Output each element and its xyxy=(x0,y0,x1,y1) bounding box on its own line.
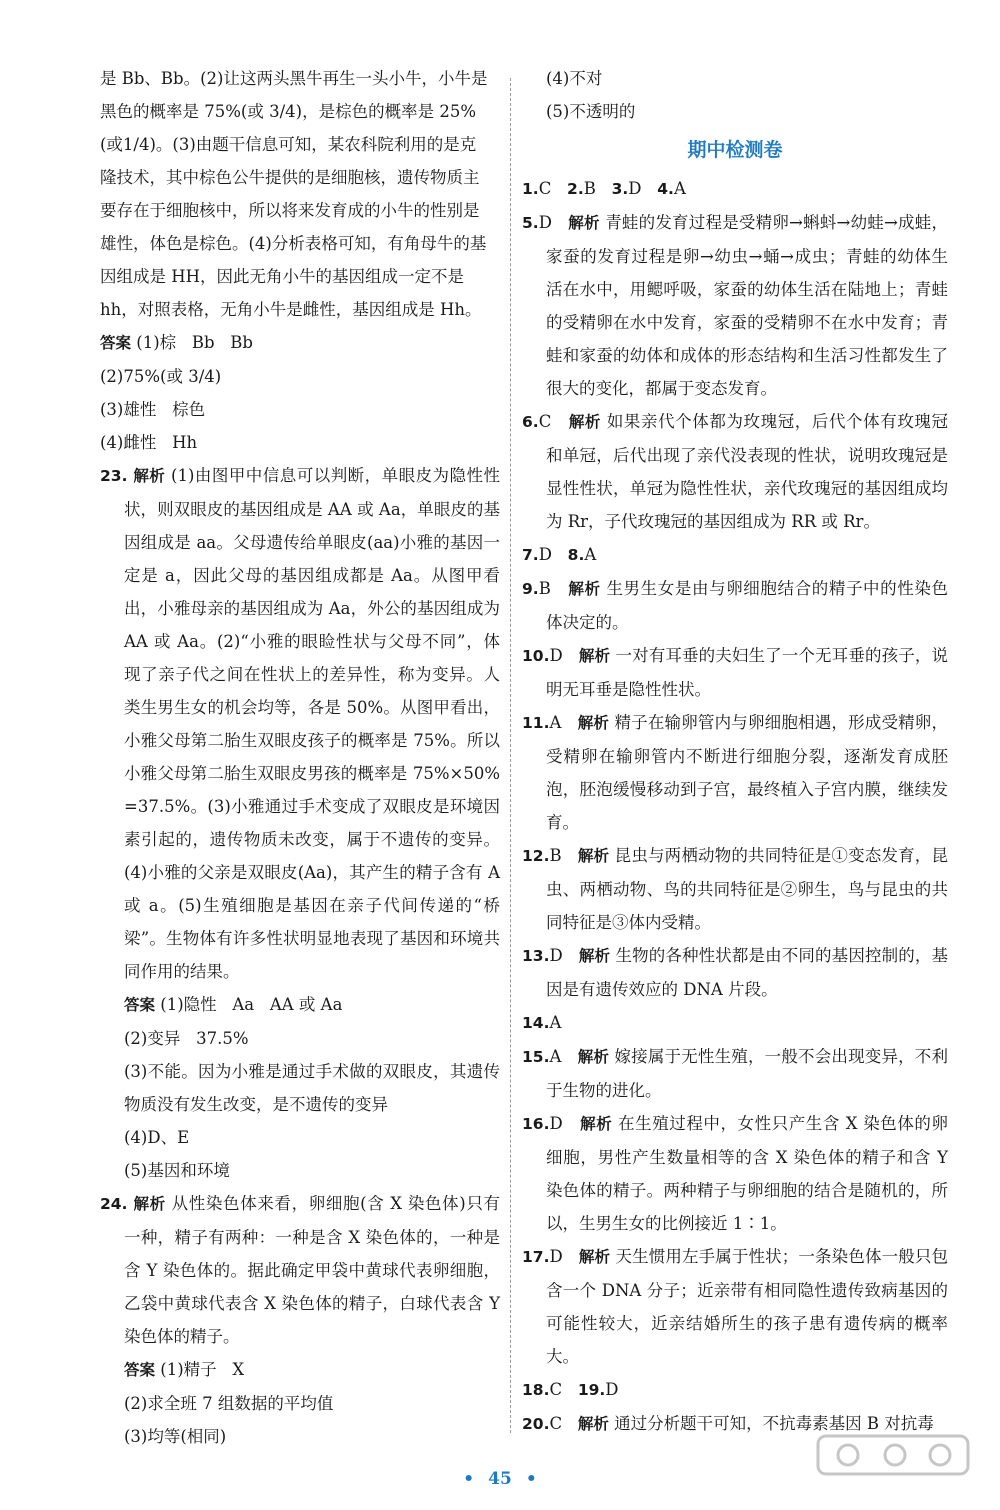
left-text: 是 Bb、Bb。(2)让这两头黑牛再生一头小牛，小牛是 xyxy=(100,69,488,88)
right-text: 昆虫与两栖动物的共同特征是①变态发育，昆虫、两栖动物、鸟的共同特征是②卵生，鸟与昆虫的共同特征是③体内受精。 xyxy=(546,846,948,932)
left-text: 要存在于细胞核中，所以将来发育成的小牛的性别是 xyxy=(100,201,480,220)
right-label: 解析 xyxy=(577,847,610,865)
right-label: 12. xyxy=(522,847,550,865)
right-label: 18. xyxy=(522,1381,550,1399)
right-paragraph xyxy=(522,939,948,1006)
right-text: D xyxy=(538,545,568,564)
right-label: 14. xyxy=(522,1014,550,1032)
left-paragraph xyxy=(100,194,500,227)
right-label: 13. xyxy=(522,947,550,965)
left-text: (1)由图甲中信息可以判断，单眼皮为隐性性状，则双眼皮的基因组成是 AA 或 Aa，单眼皮的基因组成是 aa。父母遗传给单眼皮(aa)小雅的基因一定是 a，因此父母的基因组成都是 Aa。从图甲看出，小雅母亲的基因组成为 Aa，外公的基因组成为 AA 或 Aa。(2)“小雅的眼睑性状与父母不同”，体现了亲子代之间在性状上的差异性，称为变异。人类生男生女的机会均等，各是 50%。从图甲看出，小雅父母第二胎生双眼皮孩子的概率是 75%。所以小雅父母第二胎生双眼皮男孩的概率是 75%×50%=37.5%。(3)小雅通过手术变成了双眼皮是环境因素引起的，遗传物质未改变，属于不遗传的变异。(4)小雅的父亲是双眼皮(Aa)，其产生的精子含有 A 或 a。(5)生殖细胞是基因在亲子代间传递的“桥梁”。生物体有许多性状明显地表现了基因和环境共同作用的结果。 xyxy=(124,466,506,981)
left-paragraph xyxy=(100,227,500,260)
right-text: C xyxy=(538,179,568,198)
right-text: 一对有耳垂的夫妇生了一个无耳垂的孩子，说明无耳垂是隐性性状。 xyxy=(546,646,948,699)
left-text: hh，对照表格，无角小牛是雌性，基因组成是 Hh。 xyxy=(100,300,482,319)
left-text: (或1/4)。(3)由题干信息可知，某农科院利用的是克 xyxy=(100,135,477,154)
section-title: 期中检测卷 xyxy=(687,139,783,161)
right-text: B xyxy=(538,579,569,598)
right-label: 15. xyxy=(522,1048,550,1066)
left-text: (5)基因和环境 xyxy=(124,1161,230,1180)
left-paragraph xyxy=(100,128,500,161)
left-text: (2)变异 37.5% xyxy=(124,1029,249,1048)
left-paragraph xyxy=(100,1353,500,1387)
right-text: 嫁接属于无性生殖，一般不会出现变异，不利于生物的进化。 xyxy=(546,1047,948,1100)
right-label: 解析 xyxy=(568,413,601,431)
left-text: 因组成是 HH，因此无角小牛的基因组成一定不是 xyxy=(100,267,465,286)
answer-list xyxy=(522,172,954,1441)
right-text: B xyxy=(583,179,612,198)
left-paragraph xyxy=(100,393,500,426)
left-paragraph xyxy=(100,260,500,293)
left-text: (1)隐性 Aa AA 或 Aa xyxy=(155,995,343,1014)
right-text: 通过分析题干可知，不抗毒素基因 B 对抗毒 xyxy=(608,1414,934,1433)
right-label: 解析 xyxy=(568,580,601,598)
left-text: (1)棕 Bb Bb xyxy=(131,333,253,352)
right-label: 解析 xyxy=(577,1048,610,1066)
left-paragraph xyxy=(100,1022,500,1055)
right-text: D xyxy=(549,646,579,665)
left-text: (2)75%(或 3/4) xyxy=(100,367,222,386)
left-text: 从性染色体来看，卵细胞(含 X 染色体)只有一种，精子有两种：一种是含 X 染色体的，一种是含 Y 染色体的。据此确定甲袋中黄球代表卵细胞，乙袋中黄球代表含 X 染色体的精子，白球代表含 Y 染色体的精子。 xyxy=(124,1194,506,1346)
right-label: 解析 xyxy=(578,947,611,965)
left-text: 隆技术，其中棕色公牛提供的是细胞核，遗传物质主 xyxy=(100,168,480,187)
right-label: 4. xyxy=(657,180,674,198)
right-label: 解析 xyxy=(577,714,610,732)
right-text: 如果亲代个体都为玫瑰冠，后代个体有玫瑰冠和单冠，后代出现了亲代没表现的性状，说明玫瑰冠是显性性状，单冠为隐性性状，亲代玫瑰冠的基因组成均为 Rr，子代玫瑰冠的基因组成为 RR 或 Rr。 xyxy=(546,412,948,531)
left-label: 23. 解析 xyxy=(100,467,166,485)
right-label: 解析 xyxy=(578,647,611,665)
right-label: 1. xyxy=(522,180,539,198)
right-paragraph xyxy=(522,1107,954,1240)
left-paragraph xyxy=(100,1420,500,1453)
right-label: 16. xyxy=(522,1115,550,1133)
right-text: A xyxy=(673,179,686,198)
right-text: C xyxy=(549,1380,578,1399)
right-paragraph xyxy=(522,405,948,538)
left-paragraph xyxy=(100,360,500,393)
right-text: D xyxy=(549,1247,579,1266)
right-label: 11. xyxy=(522,714,550,732)
left-paragraph xyxy=(100,326,500,360)
right-label: 2. xyxy=(567,180,584,198)
left-paragraph xyxy=(100,161,500,194)
right-text: D xyxy=(538,213,569,232)
left-paragraph xyxy=(100,62,500,95)
right-text: A xyxy=(549,1013,562,1032)
right-paragraph xyxy=(522,572,948,639)
left-paragraph xyxy=(100,1187,506,1353)
left-text: 雄性，体色是棕色。(4)分析表格可知，有角母牛的基 xyxy=(100,234,487,253)
right-label: 20. xyxy=(522,1415,550,1433)
left-label: 答案 xyxy=(124,1361,156,1379)
right-text: C xyxy=(538,412,569,431)
left-paragraph xyxy=(100,293,500,326)
page-dot-left: • xyxy=(463,1469,475,1489)
right-text: A xyxy=(549,713,578,732)
page-dot-right: • xyxy=(525,1469,537,1489)
left-text: 黑色的概率是 75%(或 3/4)，是棕色的概率是 25% xyxy=(100,102,477,121)
right-text: 青蛙的发育过程是受精卵→蝌蚪→幼蛙→成蛙，家蚕的发育过程是卵→幼虫→蛹→成虫；青蛙的幼体生活在水中，用鳃呼吸，家蚕的幼体生活在陆地上；青蛙的受精卵在水中发育，家蚕的受精卵不在水中发育；青蛙和家蚕的幼体和成体的形态结构和生活习性都发生了很大的变化，都属于变态发育。 xyxy=(546,213,948,398)
right-text: D xyxy=(549,1114,581,1133)
left-paragraph xyxy=(100,95,500,128)
right-top-paragraph: (4)不对 xyxy=(546,69,603,88)
right-column-continued xyxy=(522,62,948,128)
right-text: 精子在输卵管内与卵细胞相遇，形成受精卵，受精卵在输卵管内不断进行细胞分裂，逐渐发育成胚泡，胚泡缓慢移动到子宫，最终植入子宫内膜，继续发育。 xyxy=(546,713,948,832)
right-text: 在生殖过程中，女性只产生含 X 染色体的卵细胞，男性产生数量相等的含 X 染色体的精子和含 Y 染色体的精子。两种精子与卵细胞的结合是随机的，所以，生男生女的比例接近 1∶1。 xyxy=(546,1114,954,1233)
right-text: C xyxy=(549,1414,578,1433)
right-paragraph xyxy=(522,172,948,206)
right-column xyxy=(522,62,954,1441)
right-label: 19. xyxy=(577,1381,606,1399)
left-text: (3)雄性 棕色 xyxy=(100,400,206,419)
page-number-value: 45 xyxy=(488,1469,512,1489)
right-label: 10. xyxy=(522,647,550,665)
right-text: B xyxy=(549,846,578,865)
right-paragraph xyxy=(522,538,948,572)
right-label: 17. xyxy=(522,1248,550,1266)
right-paragraph xyxy=(522,1240,948,1373)
right-label: 解析 xyxy=(568,214,600,232)
right-text: A xyxy=(584,545,597,564)
right-label: 3. xyxy=(611,180,629,198)
right-label: 8. xyxy=(567,546,585,564)
left-paragraph xyxy=(100,1387,500,1420)
left-label: 24. 解析 xyxy=(100,1195,166,1213)
left-label: 答案 xyxy=(124,996,156,1014)
right-label: 解析 xyxy=(578,1248,611,1266)
left-paragraph xyxy=(100,1121,500,1154)
right-top-paragraph: (5)不透明的 xyxy=(546,102,636,121)
left-text: (3)均等(相同) xyxy=(124,1427,227,1446)
left-paragraph xyxy=(100,1055,500,1121)
right-text: 天生惯用左手属于性状；一条染色体一般只包含一个 DNA 分子；近亲带有相同隐性遗传致病基因的可能性较大，近亲结婚所生的孩子患有遗传病的概率大。 xyxy=(546,1247,948,1366)
right-text: D xyxy=(549,946,579,965)
left-paragraph xyxy=(100,426,500,459)
right-paragraph xyxy=(522,706,948,839)
right-label: 9. xyxy=(522,580,539,598)
right-paragraph xyxy=(522,639,948,706)
left-text: (3)不能。因为小雅是通过手术做的双眼皮，其遗传物质没有发生改变，是不遗传的变异 xyxy=(124,1062,500,1114)
left-paragraph xyxy=(100,1154,500,1187)
right-paragraph xyxy=(522,839,948,939)
left-text: (4)雌性 Hh xyxy=(100,433,198,452)
left-paragraph xyxy=(100,459,506,988)
left-text: (4)D、E xyxy=(124,1128,190,1147)
left-text: (1)精子 X xyxy=(155,1360,245,1379)
right-text: 生男生女是由与卵细胞结合的精子中的性染色体决定的。 xyxy=(546,579,948,632)
left-label: 答案 xyxy=(100,334,132,352)
right-text: D xyxy=(628,179,658,198)
right-paragraph xyxy=(522,1006,948,1040)
right-paragraph xyxy=(522,206,948,405)
left-text: (2)求全班 7 组数据的平均值 xyxy=(124,1394,334,1413)
right-paragraph xyxy=(522,1040,948,1107)
left-paragraph xyxy=(100,988,500,1022)
right-paragraph xyxy=(522,1373,948,1407)
right-label: 解析 xyxy=(580,1115,613,1133)
right-label: 5. xyxy=(522,214,539,232)
right-label: 7. xyxy=(522,546,539,564)
watermark-logo xyxy=(800,1430,990,1505)
column-divider xyxy=(510,78,511,1433)
right-text: 生物的各种性状都是由不同的基因控制的，基因是有遗传效应的 DNA 片段。 xyxy=(546,946,948,999)
watermark-icon xyxy=(800,1430,990,1505)
right-label: 6. xyxy=(522,413,539,431)
left-column xyxy=(100,62,506,1453)
right-text: A xyxy=(549,1047,578,1066)
right-text: D xyxy=(605,1380,619,1399)
right-label: 解析 xyxy=(577,1415,609,1433)
